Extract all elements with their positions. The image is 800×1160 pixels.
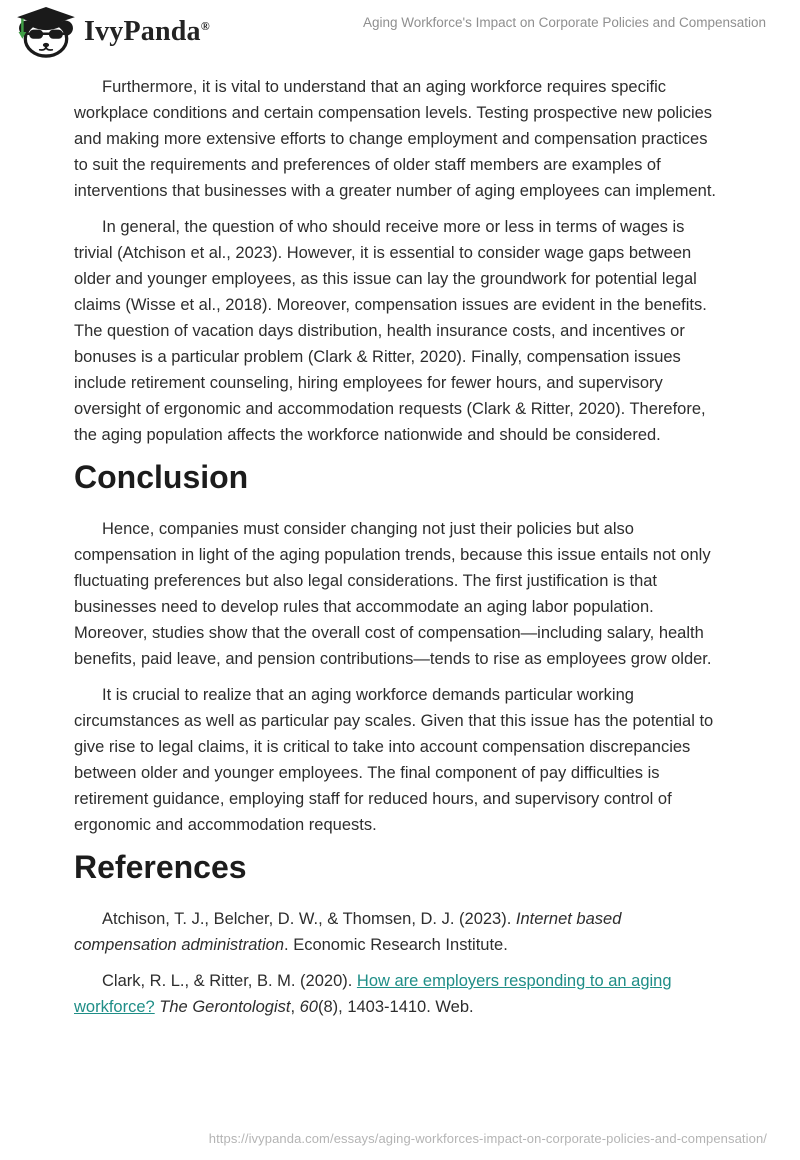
reference-title-italic: Internet based compensation administration (74, 910, 622, 954)
paragraph: Hence, companies must consider changing not just their policies but also compensation in light of the aging population trends, because this issue entails not only fluctuating preferences but also legal considerations. The first justification is that businesses need to develop rules that accommodate an aging labor population. Moreover, studies show that the overall cost of compensation—including salary, health benefits, paid leave, and pension contributions—tends to rise as employees grow older. (74, 520, 712, 668)
registered-mark: ® (200, 19, 210, 33)
conclusion-heading: Conclusion (74, 459, 249, 495)
reference-entry (74, 968, 725, 1020)
reference-link[interactable]: How are employers responding to an aging workforce? (74, 972, 672, 1016)
reference-entry (74, 906, 725, 958)
reference-text: . Economic Research Institute. (284, 936, 508, 954)
reference-text: Clark, R. L., & Ritter, B. M. (2020). (102, 972, 357, 990)
reference-text: , (290, 998, 300, 1016)
reference-journal-italic: The Gerontologist (159, 998, 291, 1016)
paragraph: It is crucial to realize that an aging workforce demands particular working circumstances as well as particular pay scales. Given that this issue has the potential to give rise to legal claims, it is critical to take into account compensation discrepancies between older and younger employees. The final component of pay difficulties is retirement guidance, employing staff for reduced hours, and supervisory control of ergonomic and accommodation requests. (74, 686, 714, 834)
reference-text: Atchison, T. J., Belcher, D. W., & Thomsen, D. J. (2023). (102, 910, 516, 928)
document-title: Aging Workforce's Impact on Corporate Policies and Compensation (362, 15, 766, 30)
source-url: https://ivypanda.com/essays/aging-workforces-impact-on-corporate-policies-and-compensation/ (208, 1131, 767, 1146)
brand-name: IvyPanda® (84, 16, 210, 47)
page-header (0, 0, 800, 58)
paragraph: In general, the question of who should receive more or less in terms of wages is trivial (Atchison et al., 2023). However, it is essential to consider wage gaps between older and younger employees, as this issue can lay the groundwork for potential legal claims (Wisse et al., 2018). Moreover, compensation issues are evident in the benefits. The question of vacation days distribution, health insurance costs, and incentives or bonuses is a particular problem (Clark & Ritter, 2020). Finally, compensation issues include retirement counseling, hiring employees for fewer hours, and supervisory oversight of ergonomic and accommodation requests (Clark & Ritter, 2020). Therefore, the aging population affects the workforce nationwide and should be considered. (74, 218, 707, 444)
paragraph: Furthermore, it is vital to understand that an aging workforce requires specific workplace conditions and certain compensation levels. Testing prospective new policies and making more extensive efforts to change employment and compensation practices to suit the requirements and preferences of older staff members are examples of interventions that businesses with a greater number of aging employees can implement. (74, 78, 717, 200)
reference-volume-italic: 60 (299, 998, 318, 1016)
ivypanda-panda-graduate-logo-icon (14, 6, 78, 58)
essay-content (74, 74, 725, 1020)
reference-text: (8), 1403-1410. Web. (317, 998, 474, 1016)
brand-home-link[interactable] (14, 6, 210, 58)
references-heading: References (74, 849, 247, 885)
